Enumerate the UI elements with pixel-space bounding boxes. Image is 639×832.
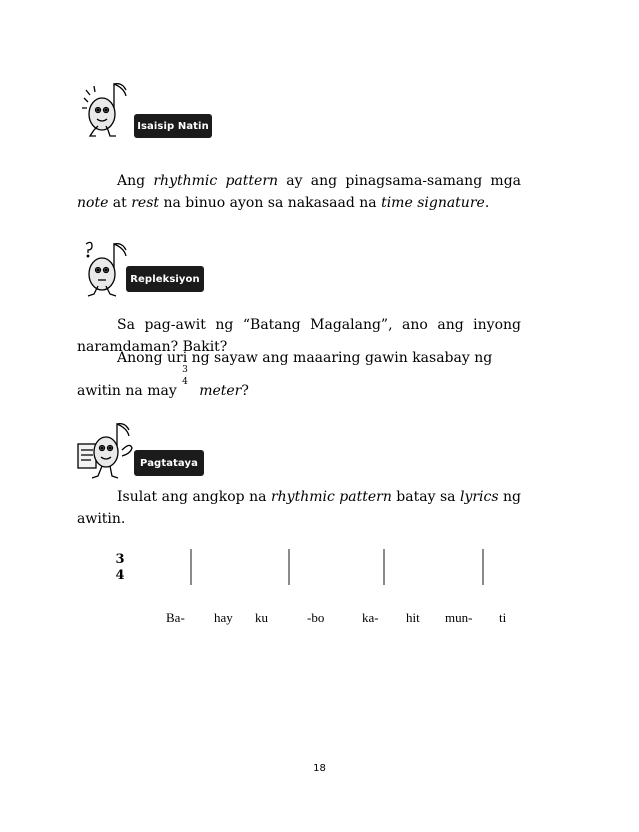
- inline-time-signature: 3 4: [182, 365, 188, 387]
- music-note-mascot-icon: [76, 78, 138, 140]
- isaisip-paragraph: Ang rhythmic pattern ay ang pinagsama-samang mga note at rest na binuo ayon sa nakasaad na time signature.: [77, 173, 522, 211]
- pagtataya-instruction: Isulat ang angkop na rhythmic pattern batay sa lyrics ng awitin.: [77, 489, 522, 527]
- barline: [190, 549, 192, 585]
- lyric-syllable: ti: [499, 610, 507, 625]
- exercise-time-signature: 3 4: [115, 552, 125, 583]
- repleksiyon-question-2-line-2: awitin na may meter?: [77, 383, 249, 399]
- barline: [288, 549, 290, 585]
- lyric-syllable: hay: [214, 610, 233, 625]
- isaisip-natin-header: [76, 78, 216, 140]
- page-number: 18: [313, 763, 326, 774]
- repleksiyon-header: [76, 238, 216, 300]
- lyric-syllable: mun-: [445, 610, 473, 625]
- repleksiyon-question-1: Sa pag-awit ng “Batang Magalang”, ano ang inyong naramdaman? Bakit?: [77, 317, 521, 355]
- section-badge: Pagtataya: [134, 450, 204, 476]
- barline: [383, 549, 385, 585]
- repleksiyon-question-2-line-1: Anong uri ng sayaw ang maaaring gawin kasabay ng: [117, 350, 493, 366]
- lyric-syllable: ku: [255, 610, 268, 625]
- lyric-syllable: -bo: [307, 610, 325, 625]
- music-note-clipboard-mascot-icon: [76, 420, 138, 482]
- barline: [482, 549, 484, 585]
- section-badge: Repleksiyon: [126, 266, 204, 292]
- lyric-syllable: ka-: [362, 610, 379, 625]
- section-badge: Isaisip Natin: [134, 114, 212, 138]
- lyric-syllable: hit: [406, 610, 420, 625]
- lyric-syllable: Ba-: [166, 610, 185, 625]
- pagtataya-header: [76, 420, 216, 482]
